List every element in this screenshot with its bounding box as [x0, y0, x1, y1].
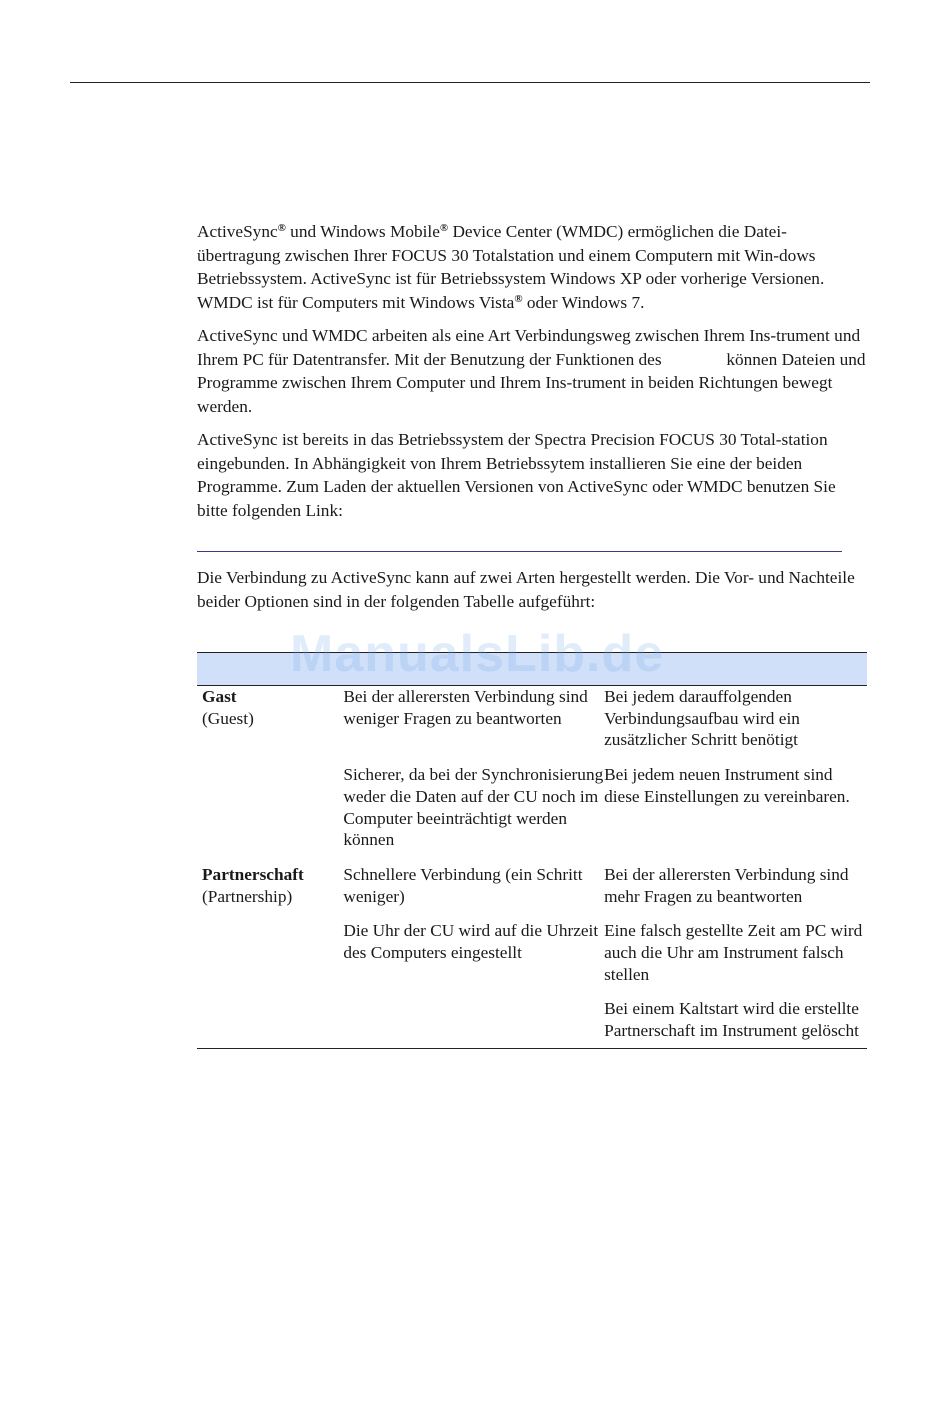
table-row-guest	[197, 686, 867, 764]
paragraph-intro	[197, 220, 869, 314]
con-item: Bei jedem neuen Instrument sind diese Einstellungen zu vereinbaren.	[604, 765, 850, 806]
download-link[interactable]	[197, 551, 842, 552]
con-item: Bei jedem darauffolgenden Verbindungsaufbau wird ein zusätzlicher Schritt benötigt	[604, 687, 800, 750]
registered-mark: ®	[277, 222, 286, 234]
watermark-logo: ManualsLib.de	[290, 625, 665, 683]
pro-item: Die Uhr der CU wird auf die Uhrzeit des Computers eingestellt	[343, 921, 599, 963]
paragraph-options: Die Verbindung zu ActiveSync kann auf zwei Arten hergestellt werden. Die Vor- und Nachteile beider Optionen sind in der folgenden Tabelle aufgeführt:	[197, 568, 855, 611]
row-sublabel: (Partnership)	[202, 886, 293, 906]
row-label-cell	[197, 686, 343, 864]
text-intro-end: oder Windows 7.	[522, 292, 645, 312]
body-text	[197, 220, 869, 532]
header-rule	[70, 82, 870, 83]
row-sublabel: (Guest)	[202, 708, 254, 728]
registered-mark: ®	[439, 222, 449, 234]
table-header	[197, 652, 867, 686]
text-intro-body: Device Center (WMDC) ermöglichen die Datei-übertragung zwischen Ihrer FOCUS 30 Totalstation und einem Computern mit Win-dows Betriebssystem. ActiveSync ist für Betriebssystem Windows XP oder vorherige Versionen. WMDC ist für Computers mit Windows Vista	[197, 222, 825, 312]
row-label: Gast	[202, 687, 237, 706]
pro-item: Bei der allerersten Verbindung sind weniger Fragen zu beantworten	[343, 687, 588, 728]
row-label: Partnerschaft	[202, 864, 304, 884]
registered-mark: ®	[514, 292, 523, 305]
comparison-table	[197, 652, 867, 1049]
con-item: Eine falsch gestellte Zeit am PC wird auch die Uhr am Instrument falsch stellen	[604, 921, 863, 984]
con-item: Bei der allerersten Verbindung sind mehr Fragen zu beantworten	[604, 864, 849, 906]
pro-item: Schnellere Verbindung (ein Schritt weniger)	[343, 864, 583, 906]
text-activesync: ActiveSync	[197, 222, 278, 241]
paragraph-connection: ActiveSync und WMDC arbeiten als eine Art Verbindungsweg zwischen Ihrem Ins-trument und Ihrem PC für Datentransfer. Mit der Benutzung der Funktionen des können Dateien und Programme zwischen Ihrem Computer und Ihrem Ins-trument in beiden Richtungen bewegt werden.	[197, 326, 870, 416]
row-label-cell	[197, 864, 343, 1048]
comparison-table-body	[197, 686, 867, 1049]
text-wmdc: und Windows Mobile	[285, 222, 440, 241]
pro-item: Sicherer, da bei der Synchronisierung weder die Daten auf der CU noch im Computer beeinträchtigt werden können	[343, 765, 604, 850]
con-item: Bei einem Kaltstart wird die erstellte Partnerschaft im Instrument gelöscht	[604, 999, 859, 1041]
paragraph-install: ActiveSync ist bereits in das Betriebssystem der Spectra Precision FOCUS 30 Total-station eingebunden. In Abhängigkeit von Ihrem Betriebssytem installieren Sie eine der beiden Programme. Zum Laden der aktuellen Versionen von ActiveSync oder WMDC benutzen Sie bitte folgenden Link:	[197, 430, 836, 520]
table-row-partnership	[197, 864, 867, 920]
